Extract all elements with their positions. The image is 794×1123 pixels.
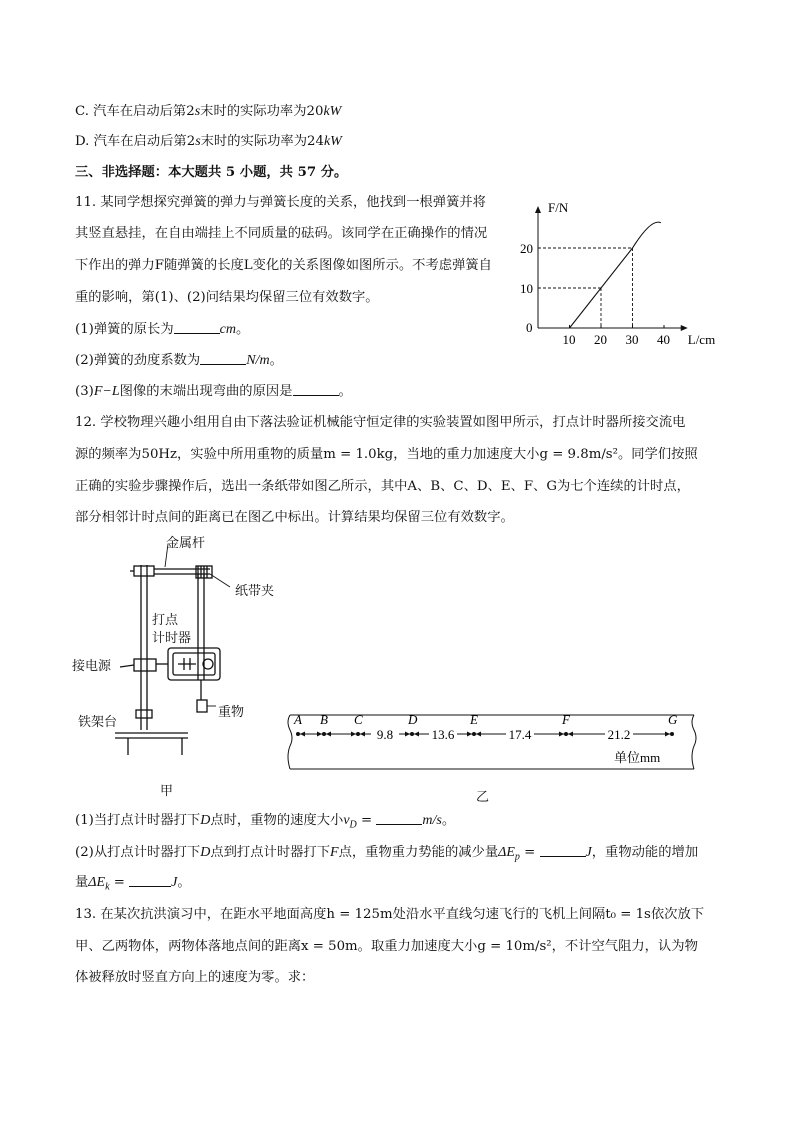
q11-part-2 xyxy=(75,351,283,371)
q12-p2-sym: ΔE xyxy=(498,845,515,860)
q12-p1-eq: = xyxy=(356,813,377,828)
arrow-head xyxy=(360,732,365,737)
answer-blank[interactable] xyxy=(376,811,422,825)
timer-dot xyxy=(296,732,300,736)
distance-label: 13.6 xyxy=(431,727,455,742)
x-tick-label: 10 xyxy=(562,332,576,347)
point-label: B xyxy=(320,712,328,727)
point-label: C xyxy=(354,712,363,727)
q12-p2-mid1: 点到打点计时器打下 xyxy=(210,845,331,860)
option-c-var: s xyxy=(194,104,201,119)
answer-blank[interactable] xyxy=(129,873,171,887)
q12-p1-sym: v xyxy=(343,813,350,828)
q12-p1-var: D xyxy=(200,813,211,828)
q12-p2b-end: 。 xyxy=(177,875,191,890)
q12-p2b-eq: = xyxy=(109,875,130,890)
point-label: D xyxy=(408,712,418,727)
arrow-head xyxy=(665,732,670,737)
q11-p3-end: 。 xyxy=(338,384,352,399)
arrow-head xyxy=(559,732,564,737)
q11-part-1 xyxy=(75,320,249,340)
q13-line-3: 体被释放时竖直方向上的速度为零。求： xyxy=(75,970,315,985)
answer-blank[interactable] xyxy=(200,351,246,365)
arrow-head xyxy=(405,732,410,737)
x-tick-label: 0 xyxy=(526,320,533,335)
q12-line-3: 正确的实验步骤操作后，选出一条纸带如图乙所示，其中A、B、C、D、E、F、G为七个连续的计时点， xyxy=(75,479,690,494)
label-stand: 铁架台 xyxy=(78,715,118,730)
point-label: F xyxy=(562,712,570,727)
option-d-text: D. 汽车在启动后第 xyxy=(75,134,187,149)
q12-p2b-sub: k xyxy=(105,881,110,893)
option-d-unit: kW xyxy=(323,134,342,149)
q12-p2b-text: 量 xyxy=(75,875,89,890)
q11-p1-text: (1)弹簧的原长为 xyxy=(75,322,174,337)
q11-line-1: 11. 某同学想探究弹簧的弹力与弹簧长度的关系，他找到一根弹簧并将 xyxy=(75,195,486,210)
timer-dot xyxy=(472,732,476,736)
section-heading: 三、非选择题：本大题共 5 小题，共 57 分。 xyxy=(75,165,348,180)
answer-blank[interactable] xyxy=(174,320,220,334)
x-axis-arrow xyxy=(681,325,688,331)
q12-p2b-sym: ΔE xyxy=(88,875,106,890)
label-timer-2: 计时器 xyxy=(152,631,192,646)
q11-line-2: 其竖直悬挂，在自由端挂上不同质量的砝码。该同学在正确操作的情况 xyxy=(75,226,488,241)
distance-label: 17.4 xyxy=(508,727,532,742)
tape-left-end xyxy=(288,715,292,769)
distance-label: 21.2 xyxy=(607,727,631,742)
y-axis-arrow xyxy=(535,206,541,213)
y-tick-label: 10 xyxy=(520,281,533,296)
q13-line-1: 13. 在某次抗洪演习中，在距水平地面高度h = 125m处沿水平直线匀速飞行的飞机上间隔t₀ = 1s依次放下 xyxy=(75,907,705,922)
option-c xyxy=(75,102,341,122)
distance-label: 9.8 xyxy=(376,727,394,742)
arrow-head xyxy=(467,732,472,737)
q12-p2-after: ，重物动能的增加 xyxy=(591,845,699,860)
option-c-unit: kW xyxy=(323,104,342,119)
paper-tape-diagram xyxy=(284,710,700,776)
label-power: 接电源 xyxy=(72,659,112,674)
q12-p1-text: (1)当打点计时器打下 xyxy=(75,813,201,828)
label-timer-1: 打点 xyxy=(152,613,179,628)
q13-line-2: 甲、乙两物体，两物体落地点间的距离x = 50m。取重力加速度大小g = 10m/s²，不计空气阻力，认为物 xyxy=(75,939,698,954)
caption-yi: 乙 xyxy=(476,790,490,805)
point-label: E xyxy=(470,712,478,727)
q11-p3-var: F−L xyxy=(93,384,120,399)
q12-p1-sub: D xyxy=(349,819,357,831)
timer-dot xyxy=(564,732,568,736)
q11-p2-end: 。 xyxy=(269,353,283,368)
q12-p2-text: (2)从打点计时器打下 xyxy=(75,845,201,860)
answer-blank[interactable] xyxy=(540,843,586,857)
option-d-text2: 末时的实际功率为 xyxy=(200,134,308,149)
q11-line-4: 重的影响，第(1)、(2)问结果均保留三位有效数字。 xyxy=(75,290,379,305)
q11-line-3: 下作出的弹力F随弹簧的长度L变化的关系图像如图所示。不考虑弹簧自 xyxy=(75,258,492,273)
q12-line-2: 源的频率为50Hz，实验中所用重物的质量m = 1.0kg，当地的重力加速度大小g = 9.8m/s²。同学们按照 xyxy=(75,447,698,462)
apparatus-diagram xyxy=(70,530,300,775)
option-d xyxy=(75,132,342,152)
y-tick-label: 20 xyxy=(520,241,533,256)
q11-p3-text: 图像的末端出现弯曲的原因是 xyxy=(119,384,293,399)
tape-right-end xyxy=(692,715,696,769)
q12-p2-mid2: 点，重物重力势能的减少量 xyxy=(338,845,499,860)
x-tick-label: 30 xyxy=(625,332,639,347)
timer-dot xyxy=(670,732,674,736)
q11-p2-text: (2)弹簧的劲度系数为 xyxy=(75,353,201,368)
point-label: A xyxy=(294,712,302,727)
arrow-head xyxy=(351,732,356,737)
x-axis-label: L/cm xyxy=(687,332,716,347)
caption-jia: 甲 xyxy=(160,784,174,799)
q12-part-2 xyxy=(75,843,698,868)
q12-p1-mid: 点时，重物的速度大小 xyxy=(210,813,344,828)
q11-p1-end: 。 xyxy=(235,322,250,337)
timer-dot xyxy=(410,732,414,736)
q12-p1-unit: m/s xyxy=(422,813,442,828)
timer-dot xyxy=(356,732,360,736)
q12-p2-eq: = xyxy=(519,845,540,860)
arrow-head xyxy=(326,732,331,737)
q11-p2-unit: N/m xyxy=(246,353,270,368)
x-tick-label: 40 xyxy=(657,332,670,347)
q12-p2-v1: D xyxy=(200,845,211,860)
option-c-text: C. 汽车在启动后第 xyxy=(75,104,187,119)
label-metal-rod: 金属杆 xyxy=(166,536,206,551)
q12-p2-sub: p xyxy=(514,851,520,863)
option-d-value: 24 xyxy=(307,134,324,149)
arrow-head xyxy=(317,732,322,737)
q12-p2-v2: F xyxy=(330,845,339,860)
x-tick-label: 20 xyxy=(594,332,607,347)
point-label: G xyxy=(668,712,678,727)
q12-p2b-unit: J xyxy=(171,875,178,890)
force-length-curve xyxy=(570,222,661,328)
q12-line-1: 12. 学校物理兴趣小组用自由下落法验证机械能守恒定律的实验装置如图甲所示，打点计时器所接交流电 xyxy=(75,415,686,430)
q11-p1-unit: cm xyxy=(219,322,236,337)
arrow-head xyxy=(414,732,419,737)
unit-label: 单位mm xyxy=(614,750,661,765)
option-c-value: 20 xyxy=(306,104,324,119)
y-axis-label: F/N xyxy=(548,200,569,215)
q11-p3-prefix: (3) xyxy=(75,384,94,399)
q12-part-1 xyxy=(75,811,455,836)
q12-p2-unit: J xyxy=(585,845,592,860)
arrow-head xyxy=(300,732,305,737)
q12-part-2-cont xyxy=(75,873,191,898)
q11-part-3 xyxy=(75,382,352,402)
option-c-text2: 末时的实际功率为 xyxy=(200,104,307,119)
option-d-var: s xyxy=(195,134,201,149)
arrow-head xyxy=(476,732,481,737)
force-length-chart xyxy=(512,190,752,355)
label-weight: 重物 xyxy=(218,705,245,720)
option-d-num: 2 xyxy=(186,134,196,149)
label-tape-clip: 纸带夹 xyxy=(235,584,275,599)
option-c-num: 2 xyxy=(186,104,195,119)
answer-blank[interactable] xyxy=(293,382,339,396)
q12-p1-end: 。 xyxy=(441,813,456,828)
arrow-head xyxy=(568,732,573,737)
timer-dot xyxy=(322,732,326,736)
q12-line-4: 部分相邻计时点间的距离已在图乙中标出。计算结果均保留三位有效数字。 xyxy=(75,510,514,525)
